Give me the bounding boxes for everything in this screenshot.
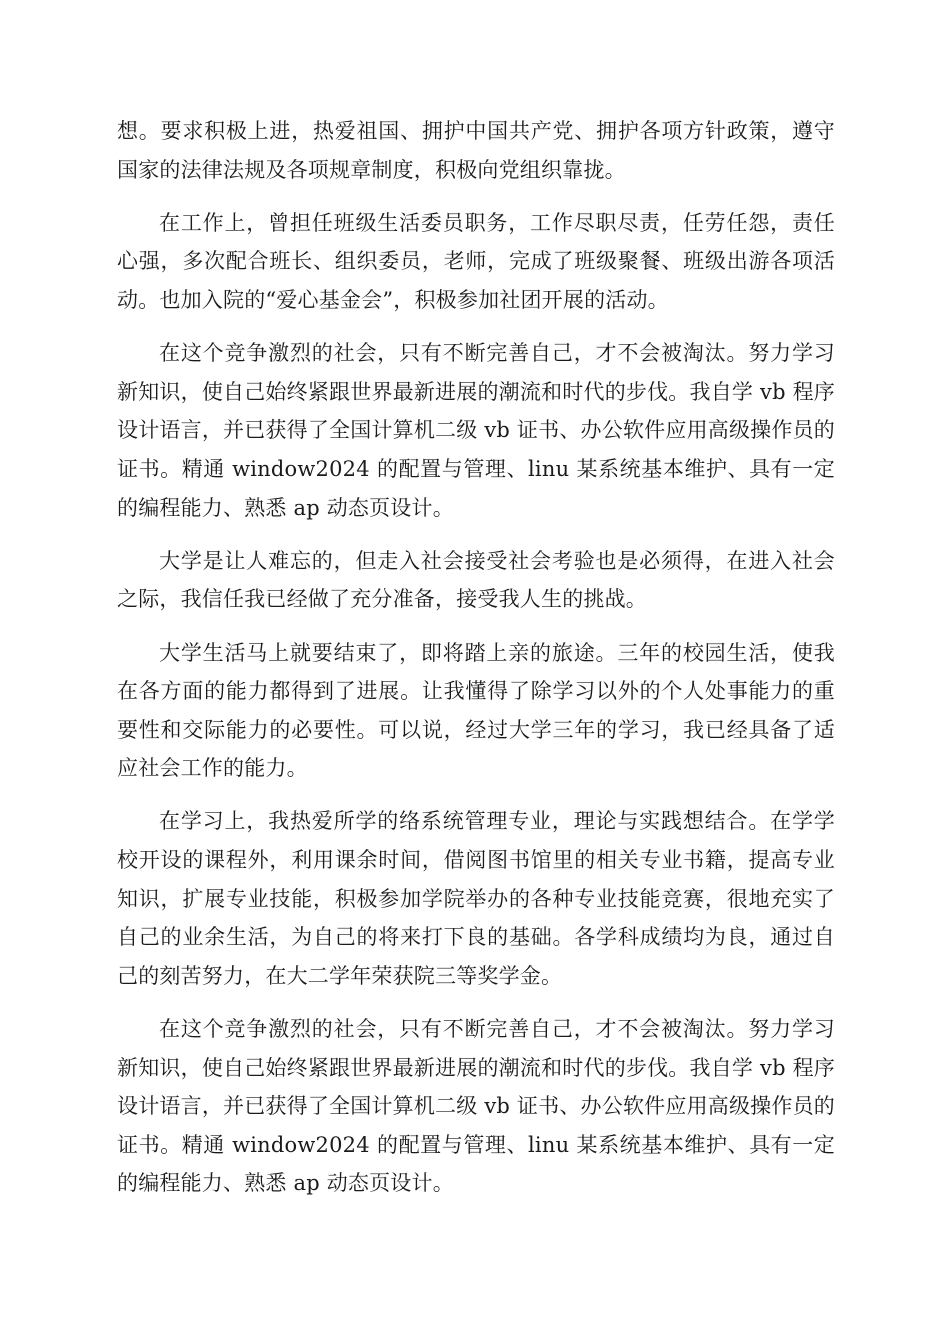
paragraph-society-challenge: 大学是让人难忘的，但走入社会接受社会考验也是必须得，在进入社会之际，我信任我已经做了充分准备，接受我人生的挑战。 (117, 548, 835, 612)
paragraph-study-achievements: 在学习上，我热爱所学的络系统管理专业，理论与实践想结合。在学学校开设的课程外，利用课余时间，借阅图书馆里的相关专业书籍，提高专业知识，扩展专业技能，积极参加学院举办的各种专业技能竞赛，很地充实了自己的业余生活，为自己的将来打下良的基础。各学科成绩均为良，通过自己的刻苦努力，在大二学年荣获院三等奖学金。 (117, 809, 835, 988)
paragraph-college-life: 大学生活马上就要结束了，即将踏上亲的旅途。三年的校园生活，使我在各方面的能力都得到了进展。让我懂得了除学习以外的个人处事能力的重要性和交际能力的必要性。可以说，经过大学三年的学习，我已经具备了适应社会工作的能力。 (117, 640, 835, 781)
document-body (117, 112, 835, 1218)
paragraph-work-experience: 在工作上，曾担任班级生活委员职务，工作尽职尽责，任劳任怨，责任心强，多次配合班长、组织委员，老师，完成了班级聚餐、班级出游各项活动。也加入院的“爱心基金会”，积极参加社团开展的活动。 (117, 210, 835, 312)
paragraph-continuation: 想。要求积极上进，热爱祖国、拥护中国共产党、拥护各项方针政策，遵守国家的法律法规及各项规章制度，积极向党组织靠拢。 (117, 119, 835, 182)
paragraph-self-study-repeat: 在这个竞争激烈的社会，只有不断完善自己，才不会被淘汰。努力学习新知识，使自己始终紧跟世界最新进展的潮流和时代的步伐。我自学 vb 程序设计语言，并已获得了全国计算机二级 vb 证书、办公软件应用高级操作员的证书。精通 window2024 的配置与管理、linu 某系统基本维护、具有一定的编程能力、熟悉 ap 动态页设计。 (117, 1017, 835, 1196)
paragraph-self-study: 在这个竞争激烈的社会，只有不断完善自己，才不会被淘汰。努力学习新知识，使自己始终紧跟世界最新进展的潮流和时代的步伐。我自学 vb 程序设计语言，并已获得了全国计算机二级 vb 证书、办公软件应用高级操作员的证书。精通 window2024 的配置与管理、linu 某系统基本维护、具有一定的编程能力、熟悉 ap 动态页设计。 (117, 341, 835, 520)
